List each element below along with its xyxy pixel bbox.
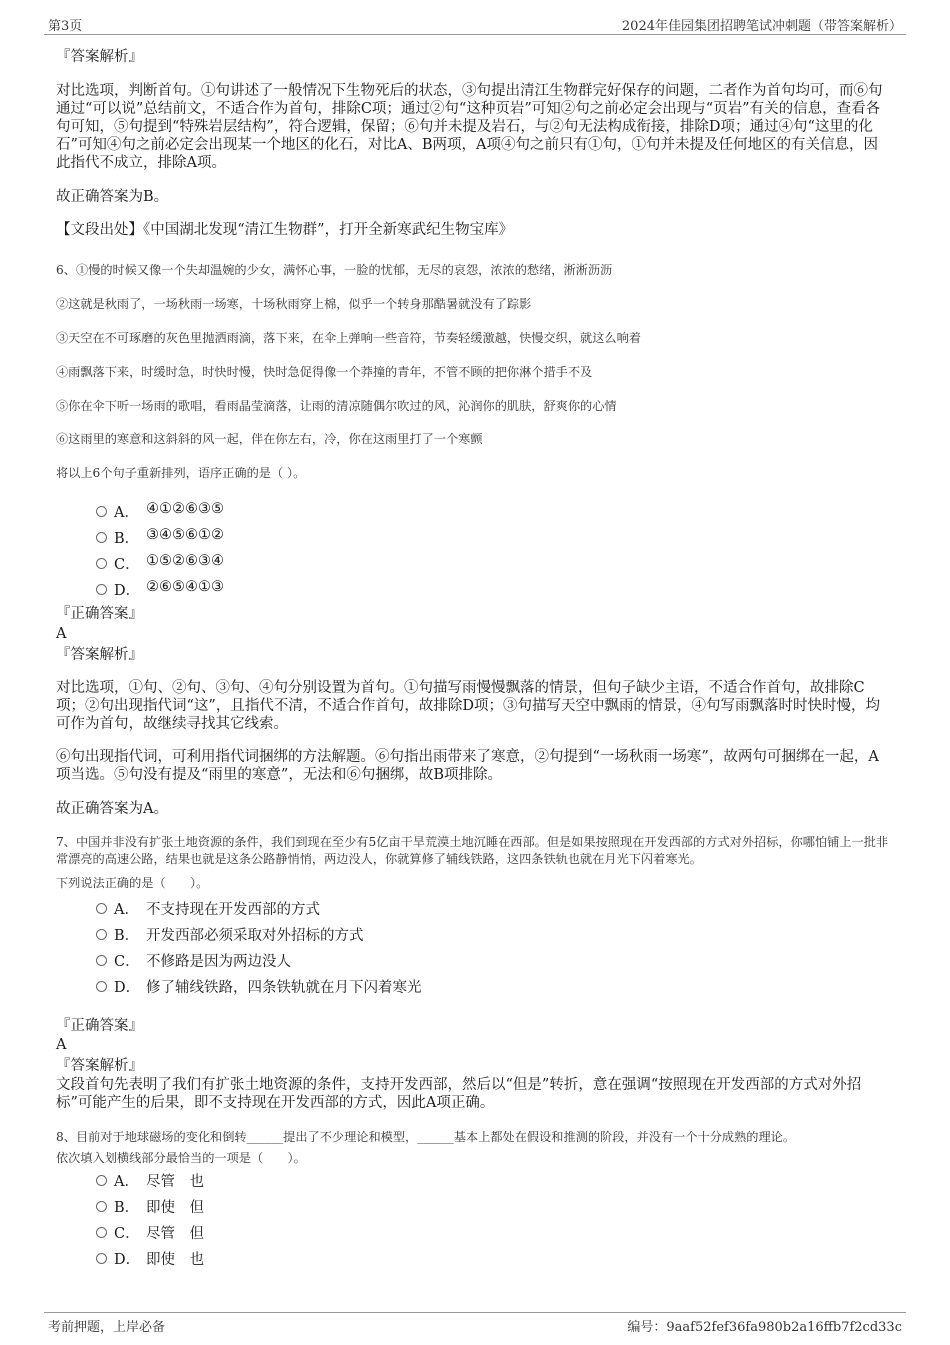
q6-answer: A — [56, 626, 67, 642]
q5-conclusion: 故正确答案为B。 — [56, 189, 169, 205]
q6-analysis-p1: 对比选项，①句、②句、③句、④句分别设置为首句。①句描写雨慢慢飘落的情景，但句子缺少主语，不适合作首句，故排除C项；②句出现指代词“这”，且指代不清，不适合作首句，故排除D项；③句描写天空中飘雨的情景，④句写雨飘落时时快时慢，均可作为首句，故继续寻找其它线索。 — [56, 680, 880, 732]
q5-source: 【文段出处】《中国湖北发现“清江生物群”，打开全新寒武纪生物宝库》 — [56, 222, 514, 238]
q8-question: 依次填入划横线部分最恰当的一项是（ ）。 — [56, 1151, 306, 1165]
radio-icon[interactable] — [96, 929, 107, 940]
q6-analysis-p2: ⑥句出现指代词，可利用指代词捆绑的方法解题。⑥句指出雨带来了寒意，②句提到“一场秋雨一场寒”，故两句可捆绑在一起，A项当选。⑤句没有提及“雨里的寒意”，无法和⑥句捆绑，故B项排除。 — [56, 749, 879, 783]
q7-answer: A — [56, 1037, 67, 1053]
q8-stem: 8、目前对于地球磁场的变化和倒转______提出了不少理论和模型，______基本上都处在假设和推测的阶段，并没有一个十分成熟的理论。 — [56, 1130, 796, 1144]
radio-icon[interactable] — [96, 981, 107, 992]
q8-option-c[interactable]: C． 尽管 但 — [96, 1221, 596, 1247]
q6-option-d[interactable]: D． ②⑥⑤④①③ — [96, 578, 596, 604]
radio-icon[interactable] — [96, 1253, 107, 1264]
footer-code — [627, 1316, 902, 1335]
radio-icon[interactable] — [96, 506, 107, 517]
q8-option-d[interactable]: D． 即使 也 — [96, 1247, 596, 1273]
q6-conclusion: 故正确答案为A。 — [56, 801, 168, 817]
q6-analysis-label: 『答案解析』 — [56, 647, 143, 663]
radio-icon[interactable] — [96, 584, 107, 595]
document-title: 2024年佳园集团招聘笔试冲刺题（带答案解析） — [621, 19, 902, 34]
page-number: 第3页 — [48, 19, 83, 34]
q6-stem-line-4: ④雨飘落下来，时缓时急，时快时慢，快时急促得像一个莽撞的青年，不管不顾的把你淋个措手不及 — [56, 365, 593, 379]
q6-answer-label: 『正确答案』 — [56, 606, 143, 622]
q8-options — [96, 1169, 596, 1273]
q6-options — [96, 500, 596, 604]
q6-option-b[interactable]: B． ③④⑤⑥①② — [96, 526, 596, 552]
q6-stem-line-6: ⑥这雨里的寒意和这斜斜的风一起，伴在你左右，冷，你在这雨里打了一个寒颤 — [56, 432, 483, 446]
footer-code-value: 9aaf52fef36fa980b2a16ffb7f2cd33c — [666, 1320, 902, 1335]
q7-analysis: 文段首句先表明了我们有扩张土地资源的条件，支持开发西部，然后以“但是”转折，意在强调“按照现在开发西部的方式对外招标”可能产生的后果，即不支持现在开发西部的方式，因此A项正确。 — [56, 1077, 862, 1111]
q6-option-a[interactable]: A． ④①②⑥③⑤ — [96, 500, 596, 526]
footer-slogan: 考前押题，上岸必备 — [48, 1320, 166, 1335]
q6-stem-line-1: 6、①慢的时候又像一个失却温婉的少女，满怀心事，一脸的忧郁，无尽的哀怨，浓浓的愁绪，淅淅沥沥 — [56, 263, 613, 277]
q7-question: 下列说法正确的是（ ）。 — [56, 876, 209, 890]
q7-options — [96, 897, 596, 1001]
radio-icon[interactable] — [96, 558, 107, 569]
q6-stem-line-2: ②这就是秋雨了，一场秋雨一场寒，十场秋雨穿上棉，似乎一个转身那酷暑就没有了踪影 — [56, 297, 532, 311]
q6-option-c[interactable]: C． ①⑤②⑥③④ — [96, 552, 596, 578]
q6-stem-line-5: ⑤你在伞下听一场雨的歌唱，看雨晶莹滴落，让雨的清凉随偶尔吹过的风，沁润你的肌肤，舒爽你的心情 — [56, 399, 617, 413]
radio-icon[interactable] — [96, 1175, 107, 1186]
q5-analysis-text: 对比选项，判断首句。①句讲述了一般情况下生物死后的状态，③句提出清江生物群完好保存的问题，二者作为首句均可，而⑥句通过“可以说”总结前文，不适合作为首句，排除C项；通过②句“这种页岩”可知②句之前必定会出现与“页岩”有关的信息，查看各句可知，⑤句提到“特殊岩层结构”，符合逻辑，保留；⑥句并未提及岩石，与②句无法构成衔接，排除D项；通过④句“这里的化石”可知④句之前必定会出现某一个地区的化石，对比A、B两项，A项④句之前只有①句，①句并未提及任何地区的有关信息，因此指代不成立，排除A项。 — [56, 83, 883, 171]
radio-icon[interactable] — [96, 532, 107, 543]
q6-question: 将以上6个句子重新排列，语序正确的是（ ）。 — [56, 466, 306, 480]
page-footer — [44, 1312, 906, 1335]
radio-icon[interactable] — [96, 903, 107, 914]
radio-icon[interactable] — [96, 955, 107, 966]
q7-answer-label: 『正确答案』 — [56, 1018, 143, 1034]
radio-icon[interactable] — [96, 1201, 107, 1212]
q7-option-d[interactable]: D． 修了辅线铁路，四条铁轨就在月下闪着寒光 — [96, 975, 596, 1001]
q6-stem-line-3: ③天空在不可琢磨的灰色里抛洒雨滴，落下来，在伞上弹响一些音符，节奏轻缓激越，快慢交织，就这么响着 — [56, 331, 641, 345]
footer-code-label: 编号： — [627, 1320, 667, 1335]
radio-icon[interactable] — [96, 1227, 107, 1238]
q7-option-b[interactable]: B． 开发西部必须采取对外招标的方式 — [96, 923, 596, 949]
q8-option-a[interactable]: A． 尽管 也 — [96, 1169, 596, 1195]
q7-analysis-label: 『答案解析』 — [56, 1058, 143, 1074]
q7-stem: 7、中国并非没有扩张土地资源的条件，我们到现在至少有5亿亩干旱荒漠土地沉睡在西部。但是如果按照现在开发西部的方式对外招标，你哪怕铺上一批非常漂亮的高速公路，结果也就是这条公路静悄悄，两边没人，你就算修了辅线铁路，这四条铁轨也就在月光下闪着寒光。 — [56, 835, 889, 866]
page-header — [44, 12, 906, 35]
q5-analysis-label: 『答案解析』 — [56, 49, 143, 65]
q7-option-c[interactable]: C． 不修路是因为两边没人 — [96, 949, 596, 975]
q7-option-a[interactable]: A． 不支持现在开发西部的方式 — [96, 897, 596, 923]
q8-option-b[interactable]: B． 即使 但 — [96, 1195, 596, 1221]
